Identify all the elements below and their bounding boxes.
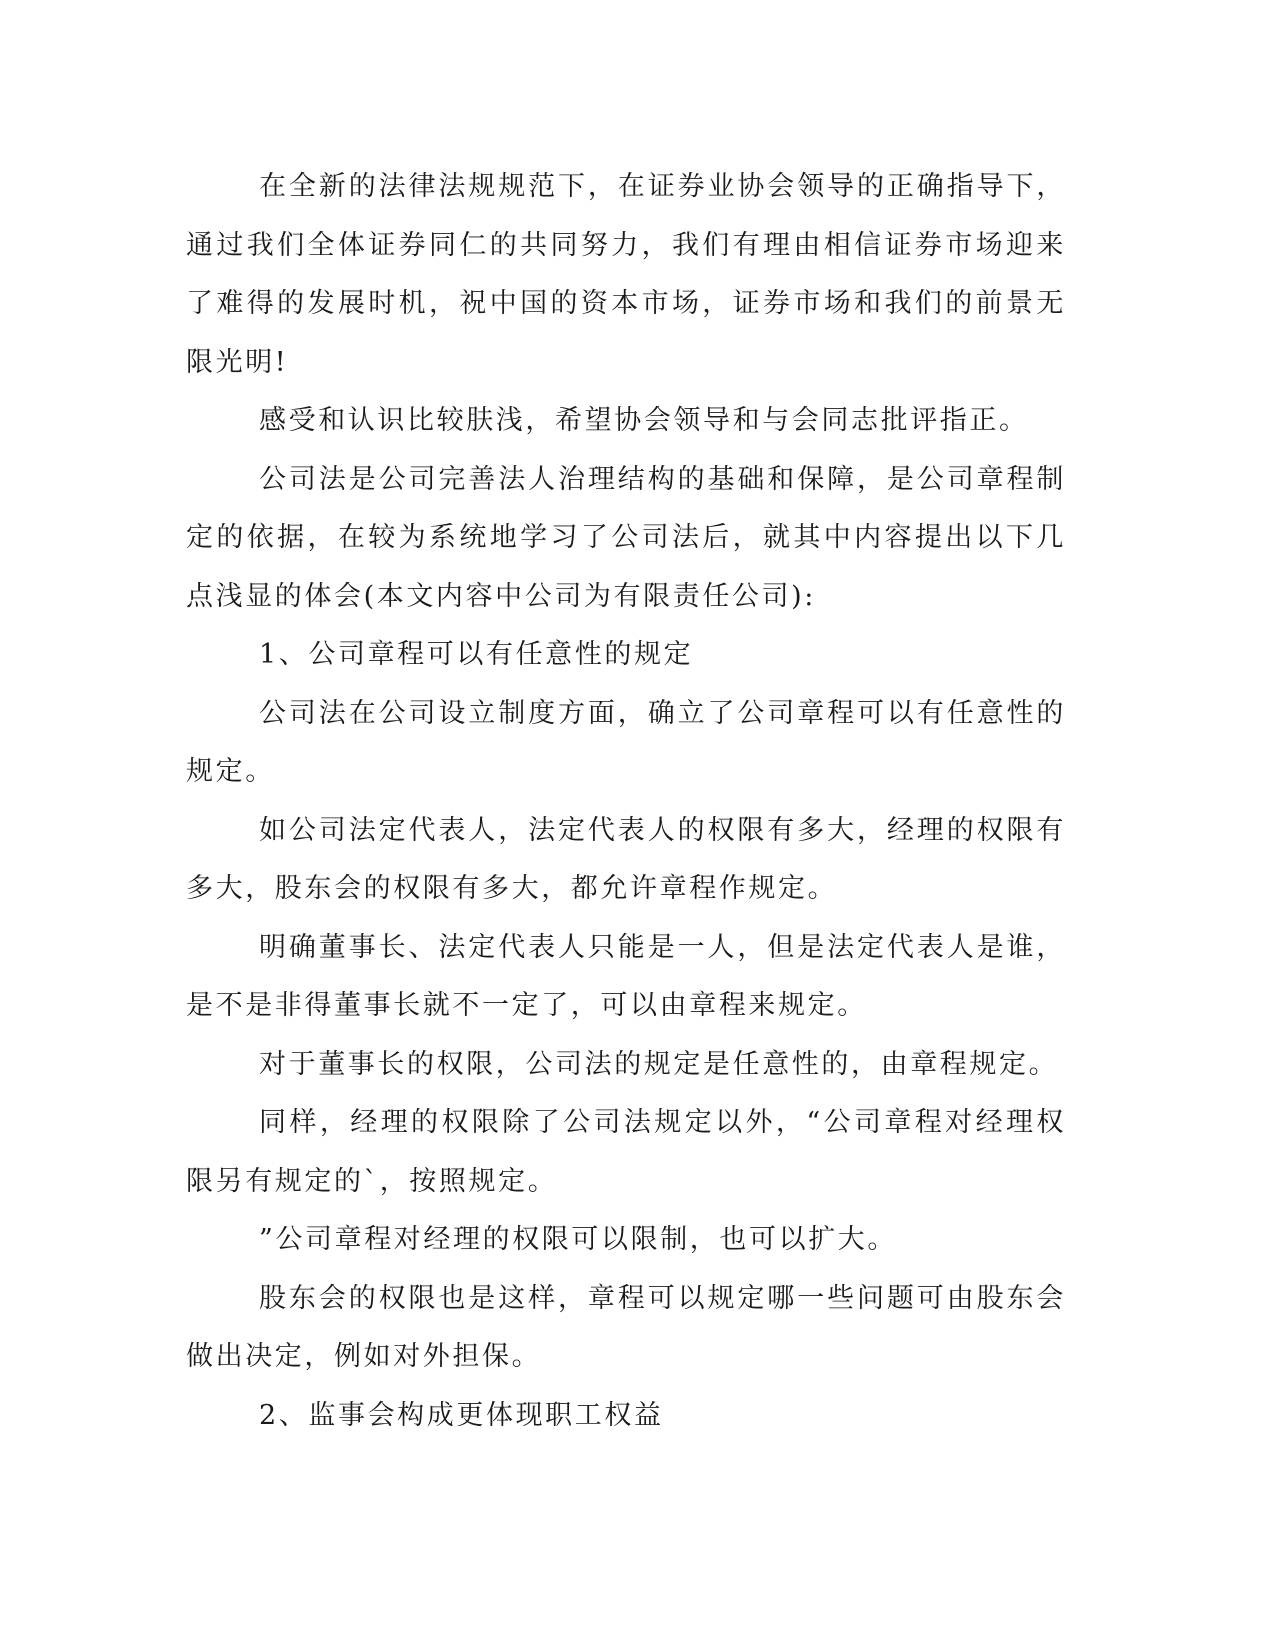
paragraph-shareholders-authority: 股东会的权限也是这样，章程可以规定哪一些问题可由股东会做出决定，例如对外担保。	[186, 1282, 1066, 1372]
paragraph-legal-representative: 如公司法定代表人，法定代表人的权限有多大，经理的权限有多大，股东会的权限有多大，都允许章程作规定。	[186, 814, 1066, 904]
section-heading-2: 2、监事会构成更体现职工权益	[259, 1399, 664, 1431]
section-heading-1: 1、公司章程可以有任意性的规定	[259, 639, 694, 670]
paragraph-manager-limits: ”公司章程对经理的权限可以限制，也可以扩大。	[259, 1224, 898, 1255]
paragraph-manager-authority: 同样，经理的权限除了公司法规定以外，“公司章程对经理权限另有规定的`，按照规定。	[186, 1107, 1066, 1197]
paragraph-chairman-representative: 明确董事长、法定代表人只能是一人，但是法定代表人是谁，是不是非得董事长就不一定了，可以由章程来规定。	[186, 931, 1066, 1021]
document-body	[186, 158, 1066, 1445]
paragraph-chairman-authority: 对于董事长的权限，公司法的规定是任意性的，由章程规定。	[259, 1048, 1059, 1080]
paragraph-closing-wish: 在全新的法律法规规范下，在证券业协会领导的正确指导下，通过我们全体证券同仁的共同努力，我们有理由相信证券市场迎来了难得的发展时机，祝中国的资本市场，证券市场和我们的前景无限光明!	[186, 171, 1066, 378]
paragraph-articles-discretion: 公司法在公司设立制度方面，确立了公司章程可以有任意性的规定。	[186, 697, 1066, 787]
paragraph-company-law-intro: 公司法是公司完善法人治理结构的基础和保障，是公司章程制定的依据，在较为系统地学习了公司法后，就其中内容提出以下几点浅显的体会(本文内容中公司为有限责任公司):	[186, 463, 1066, 612]
paragraph-modest-remark: 感受和认识比较肤浅，希望协会领导和与会同志批评指正。	[259, 405, 1029, 436]
